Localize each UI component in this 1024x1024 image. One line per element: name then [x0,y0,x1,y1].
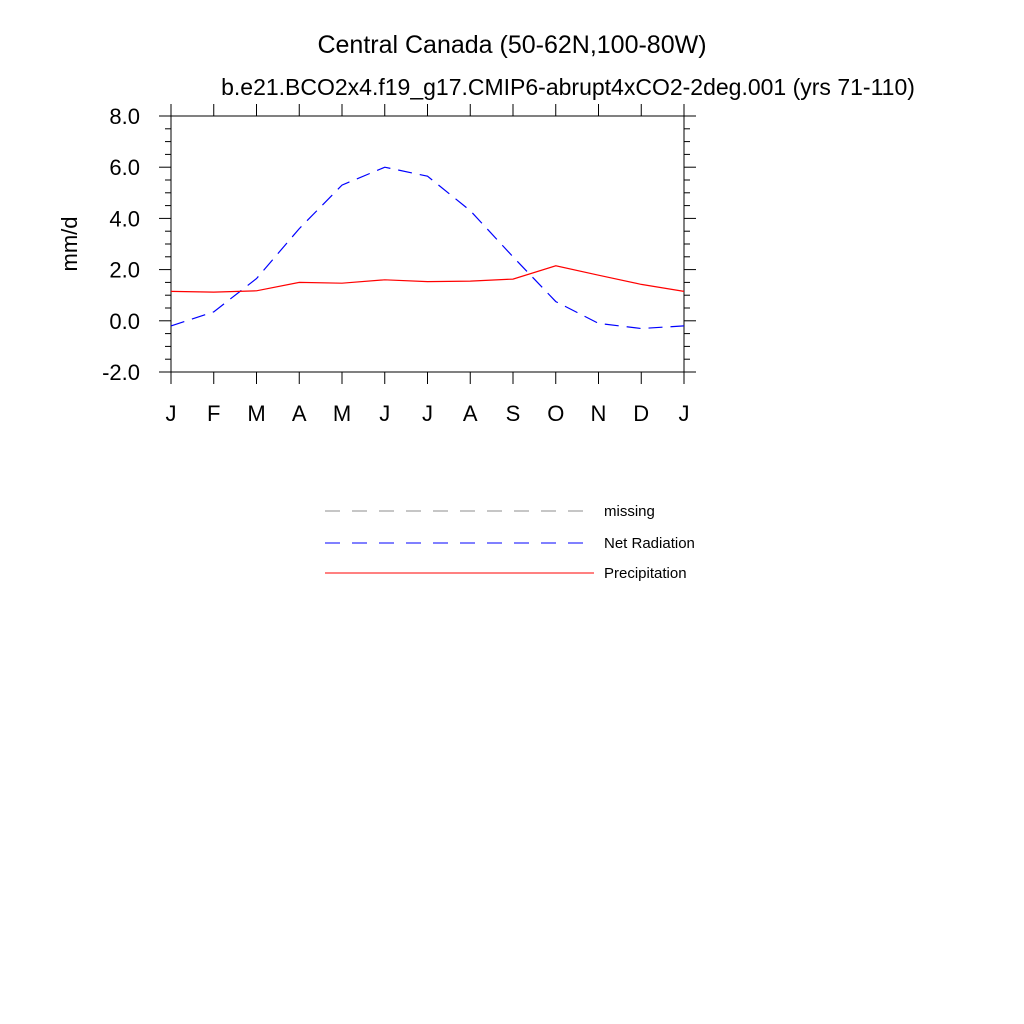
x-tick-label: J [422,401,433,426]
plot-frame [171,116,684,372]
x-tick-labels [166,401,690,426]
y-tick-label: 2.0 [109,257,140,283]
y-tick-label: -2.0 [102,360,140,385]
x-tick-label: O [547,401,565,426]
series-lines [171,167,684,328]
x-tick-label: N [590,401,607,426]
x-tick-label: F [207,401,221,426]
y-tick-label: 0.0 [109,308,140,334]
axis-ticks [159,104,696,384]
x-tick-label: A [291,401,307,426]
x-tick-label: J [165,401,177,426]
x-tick-label: D [633,401,650,426]
x-tick-label: J [678,401,690,426]
y-tick-label: 4.0 [109,206,140,232]
x-tick-label: J [379,401,391,426]
series-line-net-radiation [171,167,684,328]
chart-title: Central Canada (50-62N,100-80W) [317,31,707,59]
legend-label: Net Radiation [604,535,695,552]
legend-label: missing [604,503,655,520]
y-tick-label: 8.0 [109,104,140,129]
x-tick-label: S [505,401,521,426]
y-axis-label: mm/d [57,216,82,272]
chart-subtitle: b.e21.BCO2x4.f19_g17.CMIP6-abrupt4xCO2-2deg.001 (yrs 71-110) [221,74,915,100]
y-tick-label: 6.0 [109,155,140,181]
series-line-precipitation [171,266,684,292]
y-tick-labels [102,104,140,385]
x-tick-label: M [247,401,266,426]
legend-label: Precipitation [604,565,687,582]
x-tick-label: M [332,401,352,426]
x-tick-label: A [462,401,478,426]
legend [325,503,695,582]
